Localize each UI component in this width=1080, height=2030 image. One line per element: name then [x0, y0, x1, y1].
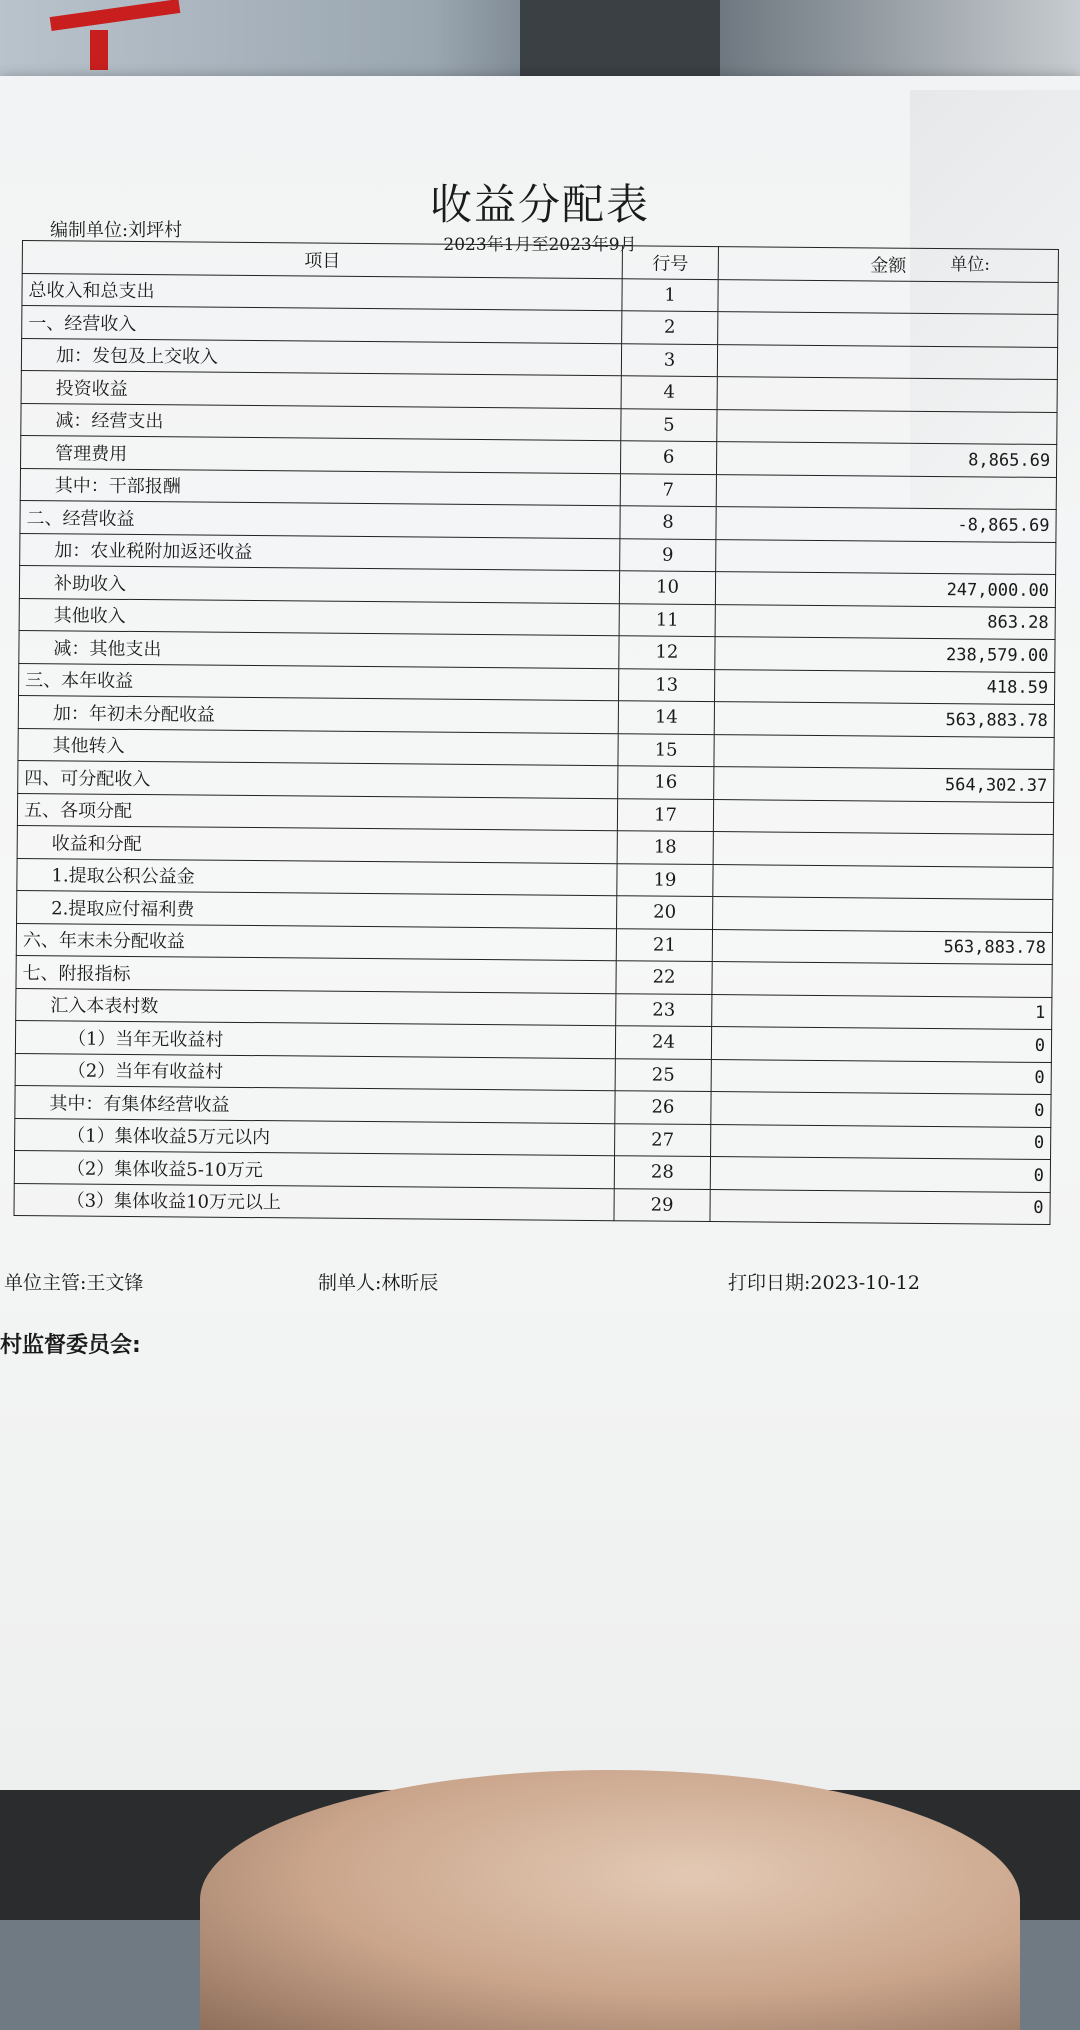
- row-amount: 0: [711, 1092, 1051, 1127]
- row-line-no: 6: [620, 441, 716, 474]
- row-line-no: 21: [616, 928, 712, 961]
- header-line-no: 行号: [622, 246, 718, 279]
- row-item: 投资收益: [21, 370, 621, 408]
- row-line-no: 24: [615, 1026, 711, 1059]
- row-item: 汇入本表村数: [16, 988, 616, 1026]
- row-item: 其中：有集体经营收益: [15, 1085, 615, 1123]
- row-line-no: 19: [617, 863, 713, 896]
- row-line-no: 23: [616, 993, 712, 1026]
- row-item: 减：经营支出: [21, 403, 621, 441]
- red-print-mark-2: [90, 30, 108, 70]
- row-item: （2）当年有收益村: [15, 1053, 615, 1091]
- row-amount: [712, 962, 1052, 997]
- row-item: 总收入和总支出: [22, 273, 622, 311]
- row-item: 其中：干部报酬: [20, 468, 620, 506]
- row-item: （2）集体收益5-10万元: [14, 1150, 614, 1188]
- report-period: 2023年1月至2023年9月: [443, 235, 637, 255]
- row-line-no: 16: [618, 766, 714, 799]
- row-line-no: 2: [622, 311, 718, 344]
- row-item: 其他收入: [19, 598, 619, 636]
- header-amount: 金额: [718, 247, 1058, 282]
- row-amount: 863.28: [715, 604, 1055, 639]
- row-amount: 563,883.78: [712, 929, 1052, 964]
- row-amount: [718, 312, 1058, 347]
- row-amount: 418.59: [714, 669, 1054, 704]
- row-amount: 0: [710, 1157, 1050, 1192]
- row-line-no: 18: [617, 831, 713, 864]
- row-item: （3）集体收益10万元以上: [14, 1183, 614, 1221]
- row-item: 补助收入: [19, 565, 619, 603]
- row-amount: 0: [711, 1124, 1051, 1159]
- row-item: 2.提取应付福利费: [17, 890, 617, 928]
- row-line-no: 14: [618, 701, 714, 734]
- print-date-label: 打印日期:2023-10-12: [728, 1272, 920, 1294]
- row-amount: 8,865.69: [716, 442, 1056, 477]
- row-item: （1）集体收益5万元以内: [15, 1118, 615, 1156]
- row-item: 加：年初未分配收益: [18, 695, 618, 733]
- row-item: 五、各项分配: [17, 793, 617, 831]
- preparer-label: 制单人:林昕辰: [318, 1272, 439, 1294]
- row-amount: [713, 799, 1053, 834]
- income-distribution-table: [13, 240, 1058, 1225]
- row-amount: [717, 409, 1057, 444]
- row-item: （1）当年无收益村: [15, 1020, 615, 1058]
- hand-photo-area: [200, 1770, 1020, 2030]
- row-amount: 564,302.37: [714, 767, 1054, 802]
- row-item: 其他转入: [18, 728, 618, 766]
- row-amount: [713, 864, 1053, 899]
- row-amount: 0: [711, 1059, 1051, 1094]
- row-item: 三、本年收益: [19, 663, 619, 701]
- row-item: 减：其他支出: [19, 630, 619, 668]
- row-amount: 1: [712, 994, 1052, 1029]
- row-item: 六、年末未分配收益: [16, 923, 616, 961]
- row-amount: [713, 897, 1053, 932]
- row-amount: [716, 539, 1056, 574]
- row-amount: [717, 344, 1057, 379]
- row-item: 四、可分配收入: [18, 760, 618, 798]
- row-amount: -8,865.69: [716, 507, 1056, 542]
- row-amount: 563,883.78: [714, 702, 1054, 737]
- row-line-no: 10: [619, 571, 715, 604]
- row-amount: [713, 832, 1053, 867]
- row-line-no: 17: [617, 798, 713, 831]
- unit-label: 单位:: [950, 255, 990, 275]
- document-title: 收益分配表: [429, 180, 650, 229]
- row-line-no: 8: [620, 506, 716, 539]
- row-line-no: 29: [614, 1188, 710, 1221]
- row-amount: 247,000.00: [715, 572, 1055, 607]
- row-amount: [714, 734, 1054, 769]
- row-line-no: 15: [618, 733, 714, 766]
- row-line-no: 26: [615, 1091, 711, 1124]
- row-item: 1.提取公积公益金: [17, 858, 617, 896]
- row-item: 加：农业税附加返还收益: [20, 533, 620, 571]
- row-item: 一、经营收入: [22, 306, 622, 344]
- row-amount: 0: [710, 1189, 1050, 1224]
- supervisor-label: 单位主管:王文锋: [4, 1272, 144, 1294]
- org-label: 编制单位:刘坪村: [50, 220, 183, 241]
- row-line-no: 27: [615, 1123, 711, 1156]
- row-line-no: 9: [620, 538, 716, 571]
- row-item: 收益和分配: [17, 825, 617, 863]
- row-line-no: 5: [621, 408, 717, 441]
- row-line-no: 28: [614, 1156, 710, 1189]
- header-item: 项目: [22, 241, 622, 279]
- row-line-no: 3: [621, 343, 717, 376]
- row-amount: 0: [711, 1027, 1051, 1062]
- row-line-no: 4: [621, 376, 717, 409]
- row-line-no: 20: [617, 896, 713, 929]
- row-line-no: 11: [619, 603, 715, 636]
- row-line-no: 25: [615, 1058, 711, 1091]
- committee-label: 村监督委员会:: [0, 1333, 141, 1358]
- row-item: 七、附报指标: [16, 955, 616, 993]
- row-item: 加：发包及上交收入: [21, 338, 621, 376]
- row-amount: [718, 279, 1058, 314]
- row-amount: [717, 377, 1057, 412]
- row-line-no: 7: [620, 473, 716, 506]
- row-item: 二、经营收益: [20, 500, 620, 538]
- row-amount: [716, 474, 1056, 509]
- row-item: 管理费用: [21, 435, 621, 473]
- row-amount: 238,579.00: [715, 637, 1055, 672]
- row-line-no: 1: [622, 278, 718, 311]
- row-line-no: 22: [616, 961, 712, 994]
- row-line-no: 13: [619, 668, 715, 701]
- row-line-no: 12: [619, 636, 715, 669]
